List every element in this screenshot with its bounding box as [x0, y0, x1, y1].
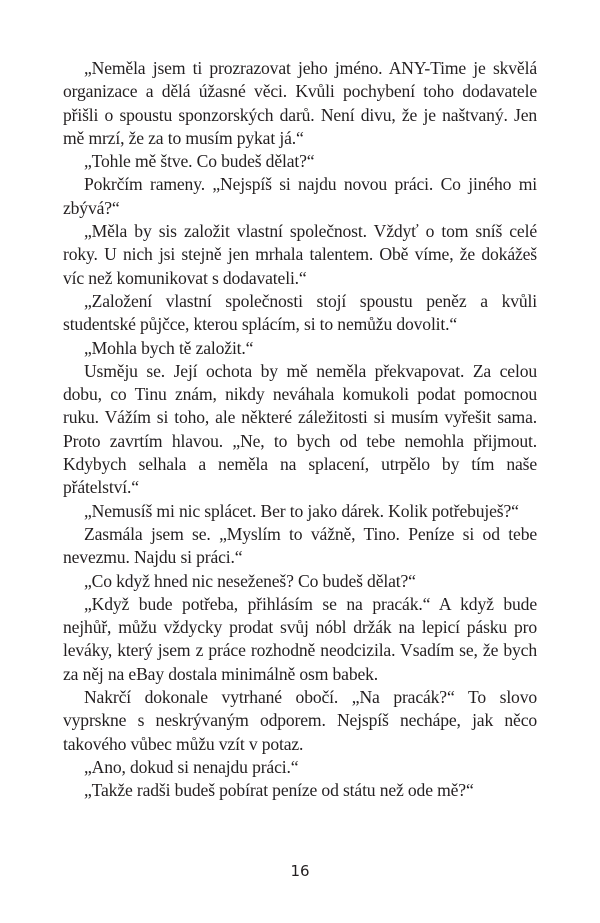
paragraph: „Ano, dokud si nenajdu práci.“: [84, 756, 299, 777]
paragraph: „Mohla bych tě založit.“: [84, 337, 254, 358]
paragraph: Usměju se. Její ochota by mě neměla překvapovat. Za celou dobu, co Tinu znám, nikdy neváhala komukoli podat pomocnou ruku. Vážím si toho, ale některé záležitosti si musím vyřešit sama. Proto zavrtím hlavou. „Ne, to bych od tebe nemohla přijmout. Kdybych selhala a neměla na splacení, utrpělo by tím naše přátelství.“: [63, 360, 537, 498]
paragraph: „Když bude potřeba, přihlásím se na pracák.“ A když bude nejhůř, můžu vždycky prodat svůj nóbl držák na lepicí pásku pro leváky, který jsem z práce rozhodně neodcizila. Vsadím se, že bych za něj na eBay dostala minimálně osm babek.: [63, 593, 537, 684]
page-number: 16: [290, 862, 310, 880]
paragraph: „Tohle mě štve. Co budeš dělat?“: [84, 151, 315, 172]
paragraph: „Neměla jsem ti prozrazovat jeho jméno. ANY-Time je skvělá organizace a dělá úžasné věci. Kvůli pochybení toho dodavatele přišli o spoustu sponzorských darů. Není divu, že je naštvaný. Jen mě mrzí, že za to musím pykat já.“: [63, 58, 537, 148]
paragraph: Zasmála jsem se. „Myslím to vážně, Tino. Peníze si od tebe nevezmu. Najdu si práci.“: [63, 523, 537, 568]
paragraph: „Měla by sis založit vlastní společnost. Vždyť o tom sníš celé roky. U nich jsi stejně jen mrhala talentem. Obě víme, že dokážeš víc než komunikovat s dodavateli.“: [63, 221, 537, 288]
paragraph: „Založení vlastní společnosti stojí spoustu peněz a kvůli studentské půjčce, kterou splácím, si to nemůžu dovolit.“: [63, 290, 537, 335]
paragraph: „Takže radši budeš pobírat peníze od státu než ode mě?“: [84, 780, 474, 801]
paragraph: Pokrčím rameny. „Nejspíš si najdu novou práci. Co jiného mi zbývá?“: [63, 174, 537, 218]
body-text: [63, 57, 537, 803]
paragraph: Nakrčí dokonale vytrhané obočí. „Na pracák?“ To slovo vyprskne s neskrývaným odporem. Nejspíš nechápe, jak něco takového vůbec můžu vzít v potaz.: [63, 687, 537, 754]
paragraph: „Nemusíš mi nic splácet. Ber to jako dárek. Kolik potřebuješ?“: [84, 500, 519, 521]
paragraph: „Co když hned nic neseženeš? Co budeš dělat?“: [84, 570, 416, 591]
